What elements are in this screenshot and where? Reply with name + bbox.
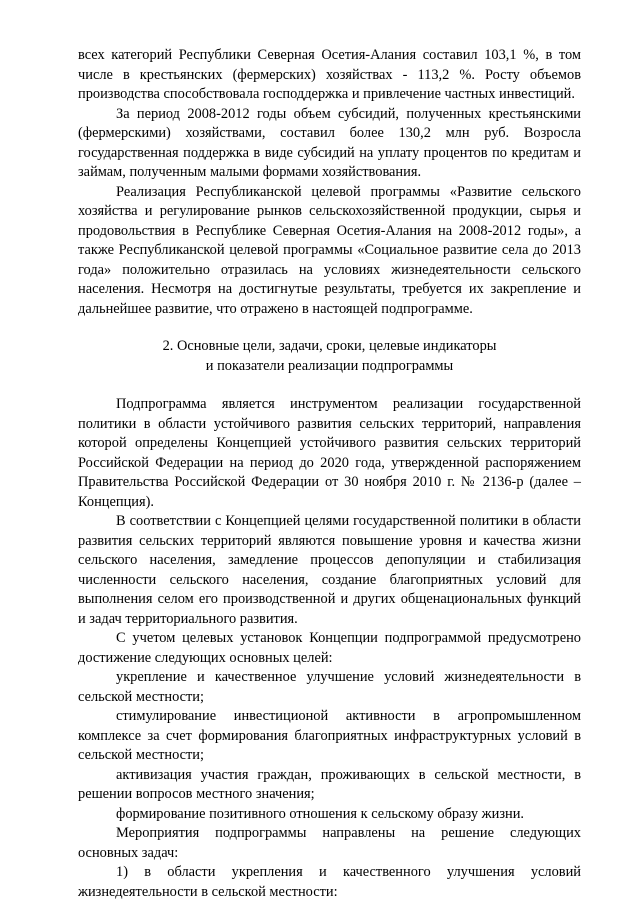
section-heading-line-1: 2. Основные цели, задачи, сроки, целевые индикаторы [162, 338, 497, 354]
paragraph-main-goals-intro: С учетом целевых установок Концепции подпрограммой предусмотрено достижение следующих основных целей: [78, 630, 581, 666]
section-heading-line-2: и показатели реализации подпрограммы [205, 357, 454, 374]
list-item-goal-2: стимулирование инвестиционой активности в агропромышленном комплексе за счет формирования благоприятных инфраструктурных условий в сельской местности; [78, 708, 581, 763]
section-heading [78, 337, 581, 376]
list-item-goal-3: активизация участия граждан, проживающих в сельской местности, в решении вопросов местного значения; [78, 766, 581, 802]
paragraph-subsidies: За период 2008-2012 годы объем субсидий, полученных крестьянскими (фермерскими) хозяйствами, составил более 130,2 млн руб. Возросла государственная поддержка в виде субсидий на уплату процентов по кредитам и займам, полученным малыми формами хозяйствования. [78, 105, 581, 180]
paragraph-tasks-intro: Мероприятия подпрограммы направлены на решение следующих основных задач: [78, 825, 581, 861]
document-page [78, 46, 581, 902]
list-item-goal-1: укрепление и качественное улучшение условий жизнедеятельности в сельской местности; [78, 669, 581, 705]
list-item-goal-4: формирование позитивного отношения к сельскому образу жизни. [116, 805, 525, 822]
paragraph-continuation: всех категорий Республики Северная Осетия-Алания составил 103,1 %, в том числе в крестьянских (фермерских) хозяйствах - 113,2 %. Росту объемов производства способствовала господдержка и привлечение частных инвестиций. [78, 47, 581, 102]
list-item-task-1: 1) в области укрепления и качественного улучшения условий жизнедеятельности в сельской местности: [78, 864, 581, 900]
paragraph-goals-concept: В соответствии с Концепцией целями государственной политики в области развития сельских территорий являются повышение уровня и качества жизни сельского населения, замедление процессов депопуляции и стабилизация численности сельского населения, создание благоприятных условий для выполнения селом его производственной и других общенациональных функций и задач территориального развития. [78, 513, 581, 627]
paragraph-subprogram-tool: Подпрограмма является инструментом реализации государственной политики в области устойчивого развития сельских территорий, направления которой определены Концепцией устойчивого развития сельских территорий Российской Федерации на период до 2020 года, утвержденной распоряжением Правительства Российской Федерации от 30 ноября 2010 г. № 2136-р (далее – Концепция). [78, 396, 581, 510]
paragraph-programs: Реализация Республиканской целевой программы «Развитие сельского хозяйства и регулирование рынков сельскохозяйственной продукции, сырья и продовольствия в Республике Северная Осетия-Алания на 2008-2012 годы», а также Республиканской целевой программы «Социальное развитие села до 2013 года» положительно отразилась на условиях жизнедеятельности сельского населения. Несмотря на достигнутые результаты, требуется их закрепление и дальнейшее развитие, что отражено в настоящей подпрограмме. [78, 183, 581, 317]
